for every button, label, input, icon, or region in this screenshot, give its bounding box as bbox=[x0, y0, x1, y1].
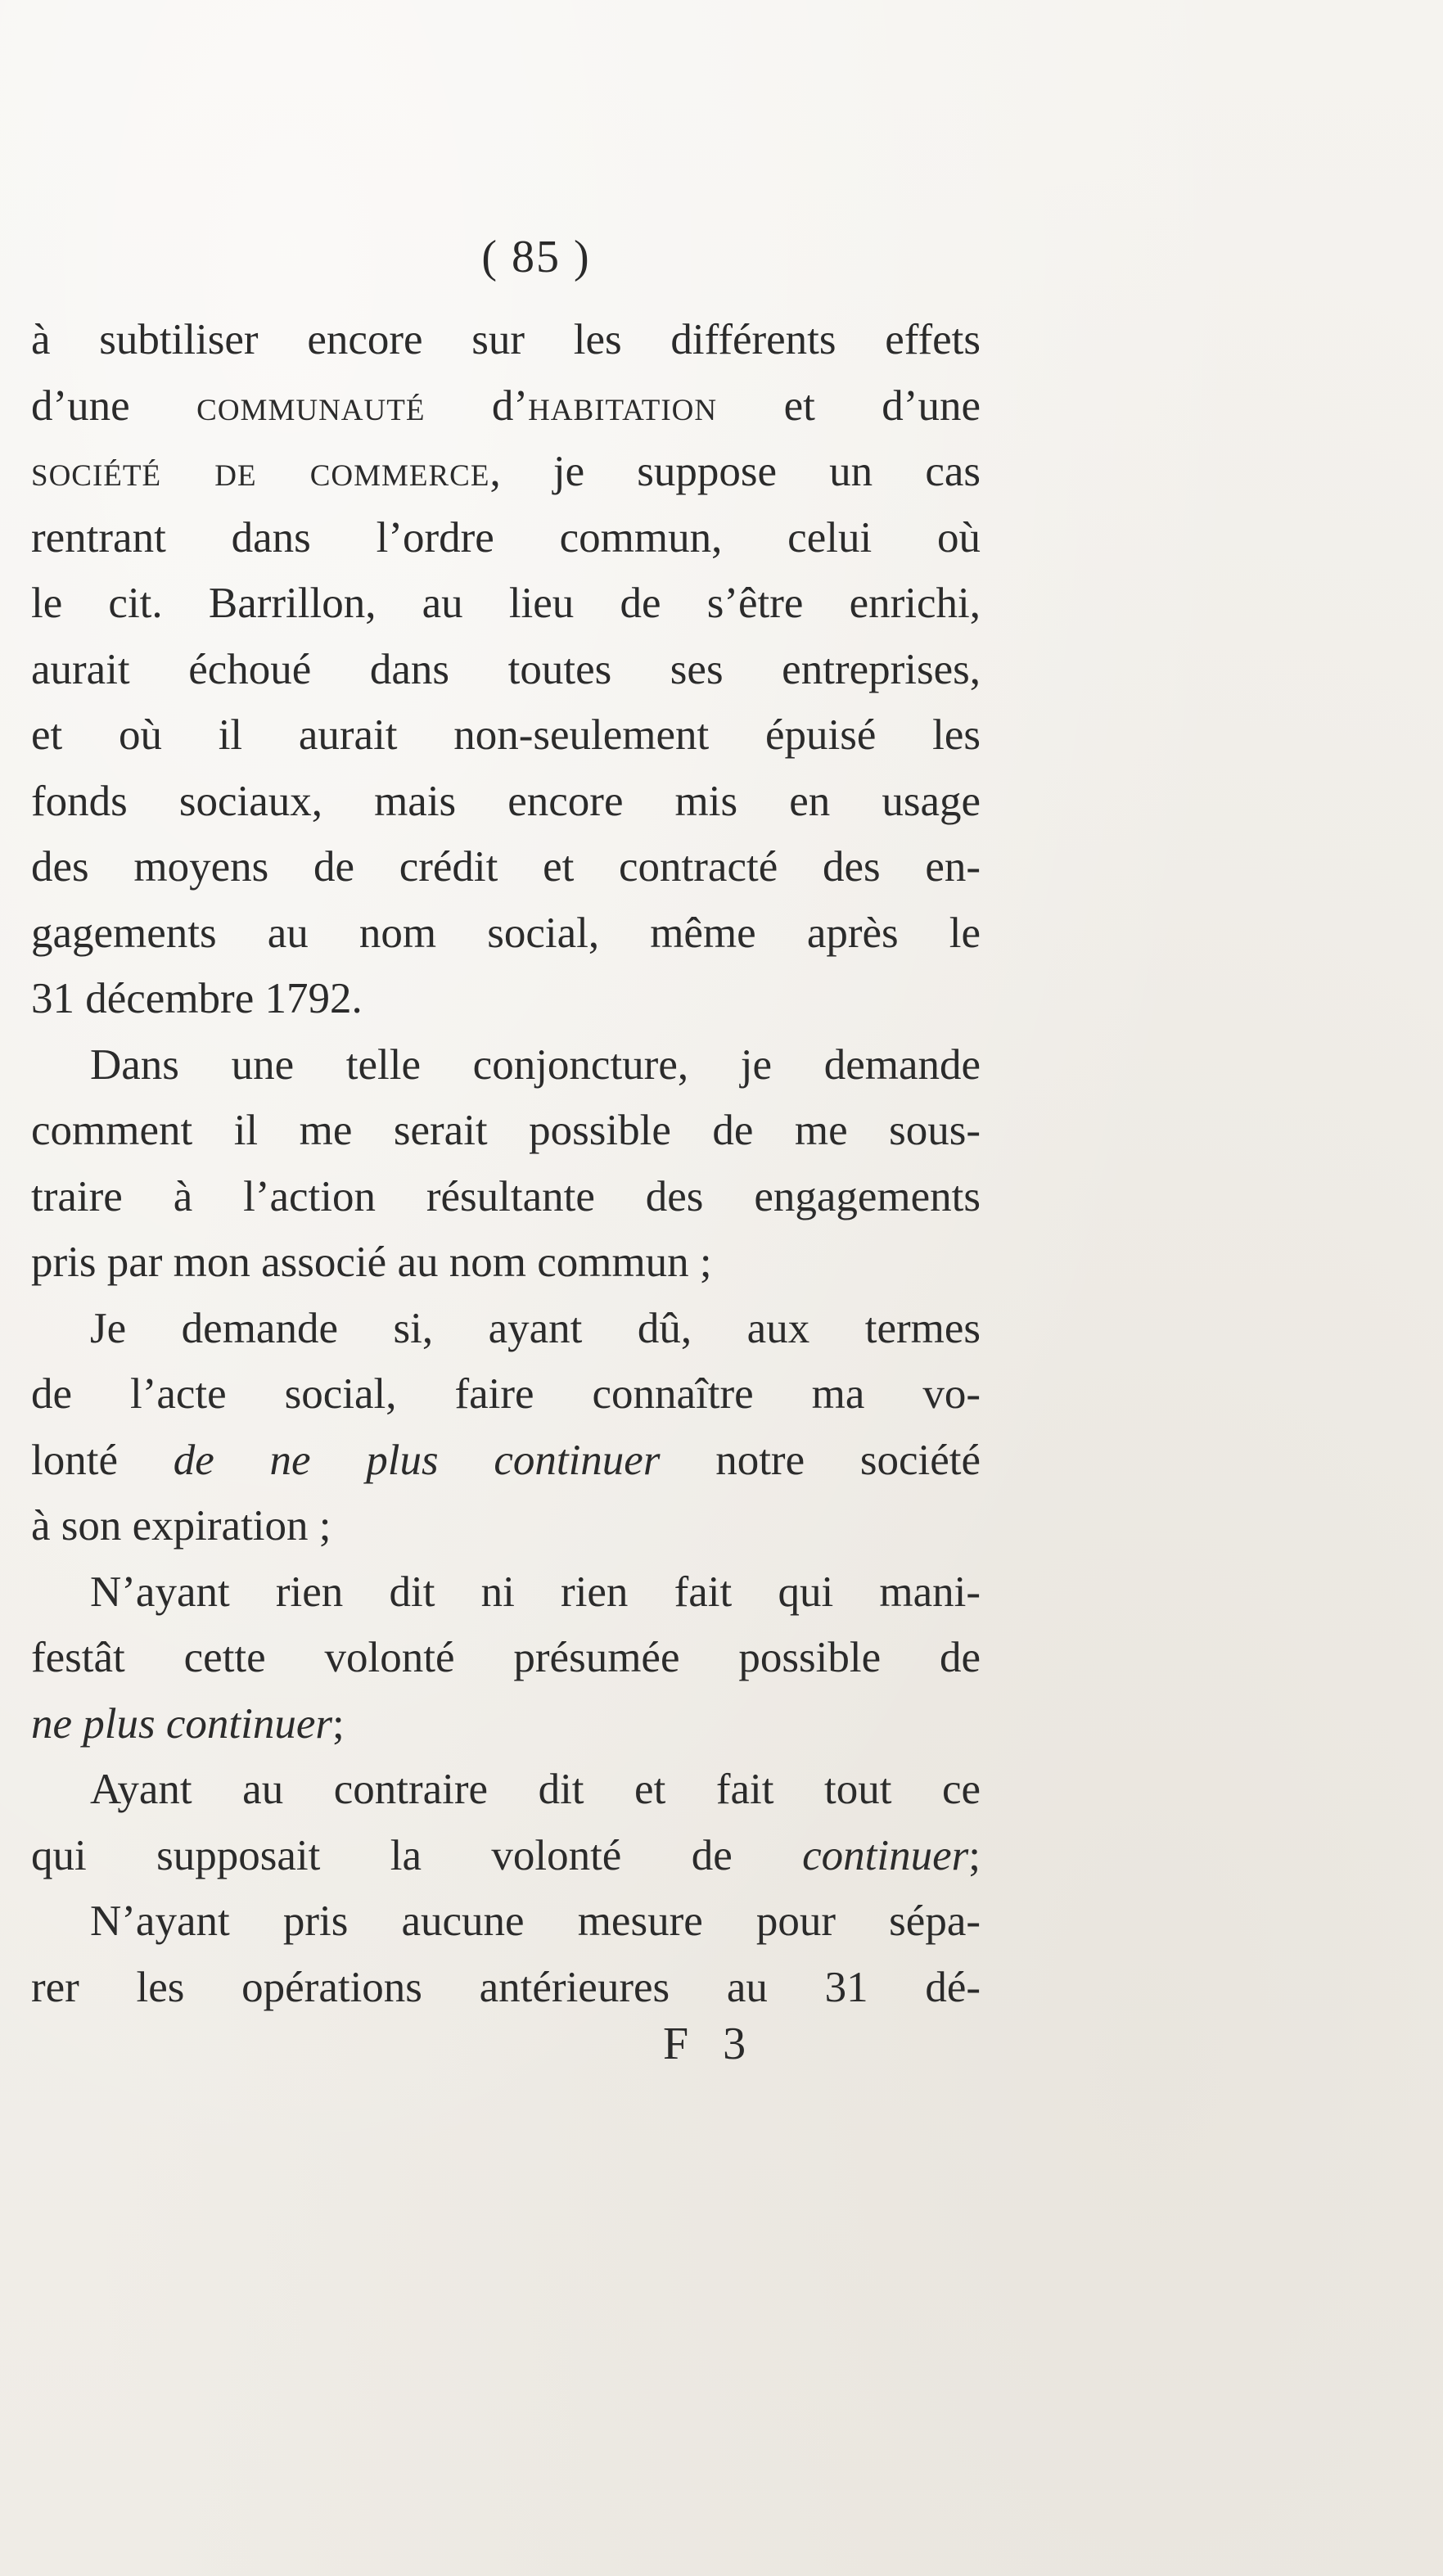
text-line bbox=[31, 1888, 981, 1955]
text-line bbox=[31, 1229, 981, 1296]
text-line bbox=[31, 1559, 981, 1626]
text-segment: et où il aurait non-seulement épuisé les bbox=[31, 711, 981, 759]
text-segment: festât cette volonté présumée possible de bbox=[31, 1634, 981, 1681]
text-segment: notre société bbox=[660, 1436, 981, 1484]
text-segment: des moyens de crédit et contracté des en- bbox=[31, 843, 981, 891]
text-line bbox=[31, 1691, 981, 1757]
text-line bbox=[31, 1296, 981, 1362]
page-number: ( 85 ) bbox=[481, 232, 591, 282]
text-line bbox=[31, 1493, 981, 1559]
text-line bbox=[31, 1757, 981, 1823]
text-line bbox=[31, 1823, 981, 1889]
text-line bbox=[31, 1955, 981, 2021]
text-segment: lonté bbox=[31, 1436, 174, 1484]
text-segment: ; bbox=[332, 1699, 345, 1748]
text-segment: Ayant au contraire dit et fait tout ce bbox=[90, 1766, 981, 1813]
text-line bbox=[31, 1032, 981, 1099]
text-segment: de l’acte social, faire connaître ma vo- bbox=[31, 1370, 981, 1418]
text-line bbox=[31, 571, 981, 637]
small-caps-text: société de commerce bbox=[31, 448, 490, 495]
italic-text: continuer bbox=[802, 1831, 969, 1879]
text-segment: le cit. Barrillon, au lieu de s’être enrichi, bbox=[31, 580, 981, 627]
text-segment: comment il me serait possible de me sous- bbox=[31, 1107, 981, 1154]
signature-mark: F 3 bbox=[663, 2019, 758, 2069]
italic-text: ne plus continuer bbox=[31, 1699, 332, 1748]
text-segment: aurait échoué dans toutes ses entreprises, bbox=[31, 645, 981, 693]
text-line bbox=[31, 834, 981, 900]
body-text bbox=[31, 307, 981, 2020]
text-line bbox=[31, 1428, 981, 1494]
small-caps-text: communauté bbox=[196, 381, 426, 430]
text-segment: d’une bbox=[31, 381, 197, 430]
text-segment: à son expiration ; bbox=[31, 1502, 331, 1550]
text-segment: Dans une telle conjoncture, je demande bbox=[90, 1040, 981, 1089]
text-line bbox=[31, 439, 981, 505]
text-line bbox=[31, 702, 981, 769]
small-caps-text: habitation bbox=[528, 381, 718, 430]
text-segment: gagements au nom social, même après le bbox=[31, 909, 981, 957]
italic-text: de ne plus continuer bbox=[173, 1436, 661, 1484]
text-line bbox=[31, 637, 981, 703]
text-segment: traire à l’action résultante des engagements bbox=[31, 1172, 981, 1220]
text-line bbox=[31, 505, 981, 571]
text-segment: à subtiliser encore sur les différents effets bbox=[31, 316, 981, 363]
text-line bbox=[31, 769, 981, 835]
text-line bbox=[31, 1625, 981, 1691]
text-segment: , je suppose un cas bbox=[489, 448, 981, 495]
text-segment: rer les opérations antérieures au 31 dé- bbox=[31, 1963, 981, 2011]
text-line bbox=[31, 373, 981, 440]
text-line bbox=[31, 1164, 981, 1230]
text-segment: pris par mon associé au nom commun ; bbox=[31, 1238, 712, 1286]
text-segment: qui supposait la volonté de bbox=[31, 1831, 803, 1879]
text-line bbox=[31, 1361, 981, 1428]
text-line bbox=[31, 307, 981, 373]
text-segment: Je demande si, ayant dû, aux termes bbox=[90, 1304, 981, 1352]
text-segment: 31 décembre 1792. bbox=[31, 975, 363, 1022]
text-line bbox=[31, 900, 981, 967]
text-segment: fonds sociaux, mais encore mis en usage bbox=[31, 777, 981, 825]
text-segment: et d’une bbox=[717, 381, 981, 430]
text-line bbox=[31, 966, 981, 1032]
text-segment: N’ayant rien dit ni rien fait qui mani- bbox=[90, 1568, 981, 1616]
text-segment: ; bbox=[968, 1831, 981, 1879]
text-segment: N’ayant pris aucune mesure pour sépa- bbox=[90, 1897, 981, 1945]
text-segment: rentrant dans l’ordre commun, celui où bbox=[31, 513, 981, 562]
text-line bbox=[31, 1098, 981, 1164]
text-segment: d’ bbox=[425, 381, 529, 430]
